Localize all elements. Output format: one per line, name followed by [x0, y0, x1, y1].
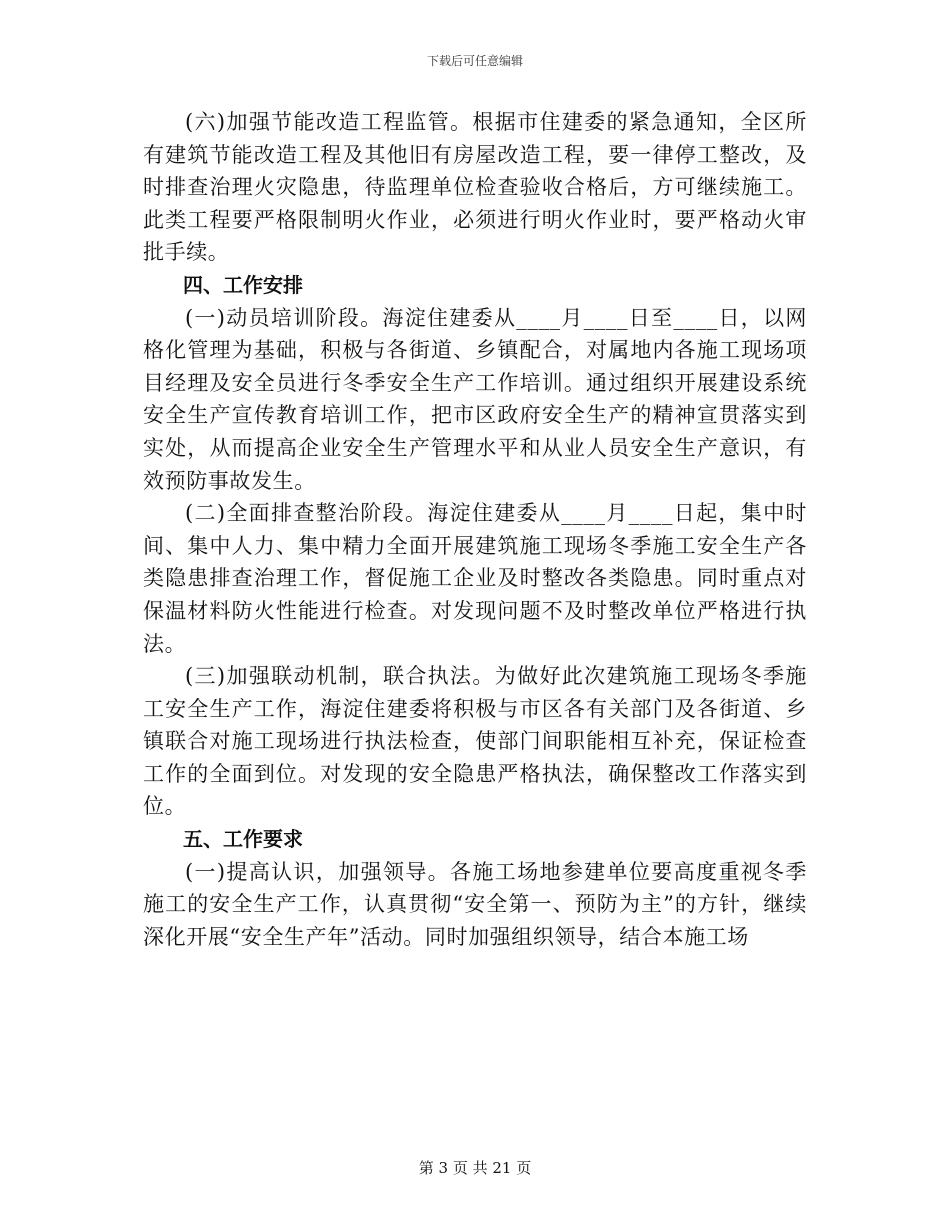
section-heading-4: 四、工作安排 [183, 272, 303, 297]
paragraph-5-1: (一)提高认识，加强领导。各施工场地参建单位要高度重视冬季施工的安全生产工作，认真贯彻“安全第一、预防为主”的方针，继续深化开展“安全生产年”活动。同时加强组织领导，结合本施工场 [143, 859, 807, 949]
section-heading-5: 五、工作要求 [183, 827, 303, 852]
paragraph-6: (六)加强节能改造工程监管。根据市住建委的紧急通知，全区所有建筑节能改造工程及其他旧有房屋改造工程，要一律停工整改，及时排查治理火灾隐患，待监理单位检查验收合格后，方可继续施工。此类工程要严格限制明火作业，必须进行明火作业时，要严格动火审批手续。 [143, 110, 807, 265]
paragraph-4-3: (三)加强联动机制，联合执法。为做好此次建筑施工现场冬季施工安全生产工作，海淀住建委将积极与市区各有关部门及各街道、乡镇联合对施工现场进行执法检查，使部门间职能相互补充，保证检查工作的全面到位。对发现的安全隐患严格执法，确保整改工作落实到位。 [143, 664, 807, 819]
document-body [143, 106, 807, 953]
paragraph-4-1: (一)动员培训阶段。海淀住建委从____月____日至____日，以网格化管理为基础，积极与各街道、乡镇配合，对属地内各施工现场项目经理及安全员进行冬季安全生产工作培训。通过组织开展建设系统安全生产宣传教育培训工作，把市区政府安全生产的精神宣贯落实到实处，从而提高企业安全生产管理水平和从业人员安全生产意识，有效预防事故发生。 [143, 305, 807, 493]
page-header: 下载后可任意编辑 [426, 54, 523, 68]
paragraph-4-2: (二)全面排查整治阶段。海淀住建委从____月____日起，集中时间、集中人力、集中精力全面开展建筑施工现场冬季施工安全生产各类隐患排查治理工作，督促施工企业及时整改各类隐患。同时重点对保温材料防火性能进行检查。对发现问题不及时整改单位严格进行执法。 [143, 501, 807, 656]
page-number: 第 3 页 共 21 页 [418, 1159, 532, 1177]
